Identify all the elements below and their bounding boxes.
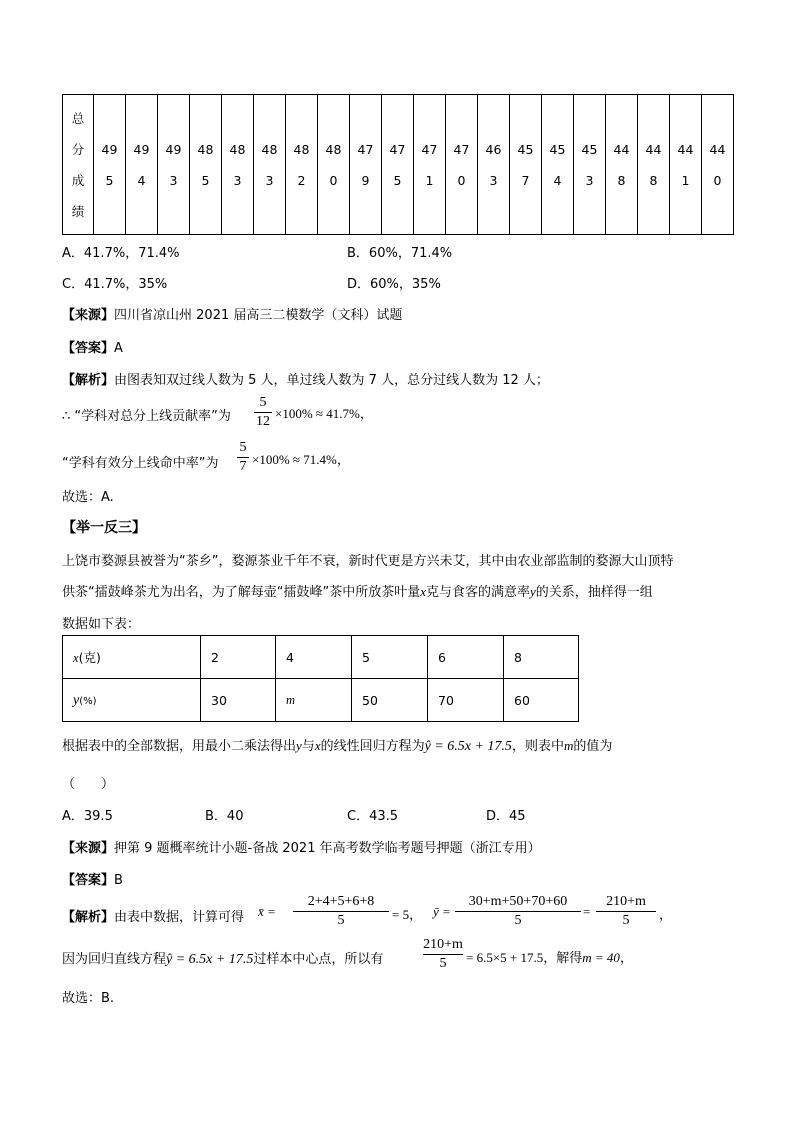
score-cell: 44 8 [606, 95, 638, 235]
y-bar-label: ȳ = [433, 904, 451, 919]
score-cell: 48 2 [286, 95, 318, 235]
score-cell: 48 5 [190, 95, 222, 235]
stem-line-2: 供茶“擂鼓峰茶尤为出名，为了解每壶“擂鼓峰”茶中所放茶叶量x克与食客的满意率y的关系，抽样得一组 [62, 584, 653, 600]
option-b: B．40 [205, 809, 244, 824]
fraction-5-7: 5 7 [237, 439, 249, 476]
table-cell: 2 [201, 636, 276, 679]
option-c: C．41.7%，35% [62, 277, 168, 292]
score-cell: 45 4 [542, 95, 574, 235]
option-d: D．45 [486, 809, 526, 824]
fraction-y-mean: 30+m+50+70+60 5 [455, 893, 581, 930]
table-cell: m [276, 679, 352, 722]
stem-line-3: 数据如下表： [62, 617, 141, 632]
choose-line: 故选：A. [62, 490, 114, 505]
x-bar-label: x̄ = [258, 904, 276, 919]
choose-line: 故选：B. [62, 991, 115, 1006]
label-char: 绩 [71, 203, 85, 219]
score-cell: 47 0 [446, 95, 478, 235]
source-tag: 【来源】 [62, 308, 115, 323]
x-mean-result: = 5， [392, 907, 423, 922]
score-cell: 44 8 [638, 95, 670, 235]
analysis-text: 由图表知双过线人数为 5 人，单过线人数为 7 人，总分过线人数为 12 人； [114, 373, 549, 388]
analysis-line-2-end: = 6.5×5 + 17.5，解得m = 40， [466, 950, 633, 966]
answer-line [62, 337, 123, 356]
score-cell: 44 0 [702, 95, 734, 235]
score-cell: 44 1 [670, 95, 702, 235]
contribution-rate-suffix: ×100% ≈ 41.7%， [275, 406, 373, 421]
option-a: A．39.5 [62, 809, 113, 824]
score-cell: 47 5 [382, 95, 414, 235]
contribution-rate-prefix: ∴ “学科对总分上线贡献率”为 [62, 409, 231, 424]
hit-rate-suffix: ×100% ≈ 71.4%， [252, 452, 350, 467]
option-a: A．41.7%，71.4% [62, 246, 180, 261]
row-header-y: y(%) [63, 679, 201, 722]
answer-line: 【答案】B [62, 873, 123, 888]
label-char: 成 [71, 172, 85, 188]
xy-data-table [62, 635, 579, 722]
label-char: 分 [71, 141, 85, 157]
hit-rate-prefix: “学科有效分上线命中率”为 [62, 456, 219, 471]
blank-paren: （ ） [62, 777, 115, 792]
stem-line-1: 上饶市婺源县被誉为“茶乡”，婺源茶业千年不衰，新时代更是方兴未艾，其中由农业部监制的婺源大山顶特 [62, 554, 674, 569]
fraction-5-12: 5 12 [256, 395, 270, 429]
score-cell: 49 4 [126, 95, 158, 235]
source-line [62, 304, 402, 323]
table-cell: 50 [352, 679, 428, 722]
option-c: C．43.5 [347, 809, 399, 824]
analysis-line [62, 369, 549, 388]
table-cell: 5 [352, 636, 428, 679]
fraction-y-mean-simplified: 210+m 5 [596, 893, 656, 930]
score-cell: 48 0 [318, 95, 350, 235]
score-cell: 48 3 [222, 95, 254, 235]
section-title: 【举一反三】 [62, 520, 146, 536]
table-row [63, 636, 579, 679]
score-cell: 48 3 [254, 95, 286, 235]
answer-text: A [114, 341, 123, 356]
score-table [62, 94, 734, 235]
table-cell: 4 [276, 636, 352, 679]
analysis-line-2: 因为回归直线方程ŷ = 6.5x + 17.5过样本中心点，所以有 [62, 952, 384, 967]
score-cell: 47 1 [414, 95, 446, 235]
score-cell: 49 3 [158, 95, 190, 235]
source-line: 【来源】押第 9 题概率统计小题-备战 2021 年高考数学临考题号押题（浙江专用） [62, 841, 541, 856]
score-cell: 46 3 [478, 95, 510, 235]
option-d: D．60%，35% [347, 277, 441, 292]
score-label-cell [63, 95, 94, 235]
score-table-row [63, 95, 734, 235]
answer-tag: 【答案】 [62, 341, 115, 356]
comma: ， [659, 908, 673, 923]
score-cell: 47 9 [350, 95, 382, 235]
equals-sign: = [583, 904, 591, 919]
fraction-center: 210+m 5 [423, 937, 463, 971]
table-cell: 60 [504, 679, 579, 722]
table-cell: 6 [428, 636, 504, 679]
score-cell: 49 5 [94, 95, 126, 235]
table-cell: 30 [201, 679, 276, 722]
table-row [63, 679, 579, 722]
question-line: 根据表中的全部数据，用最小二乘法得出y与x的线性回归方程为ŷ = 6.5x + 17.5，则表中m的值为 [62, 738, 613, 754]
source-text: 四川省凉山州 2021 届高三二模数学（文科）试题 [114, 308, 403, 323]
fraction-x-mean: 2+4+5+6+8 5 [293, 893, 389, 930]
table-cell: 8 [504, 636, 579, 679]
label-char: 总 [71, 110, 85, 126]
table-cell: 70 [428, 679, 504, 722]
row-header-x: x(克) [63, 636, 201, 679]
analysis-tag: 【解析】 [62, 373, 115, 388]
score-cell: 45 7 [510, 95, 542, 235]
analysis-line: 【解析】由表中数据，计算可得 [62, 910, 245, 925]
option-b: B．60%，71.4% [347, 246, 453, 261]
score-cell: 45 3 [574, 95, 606, 235]
